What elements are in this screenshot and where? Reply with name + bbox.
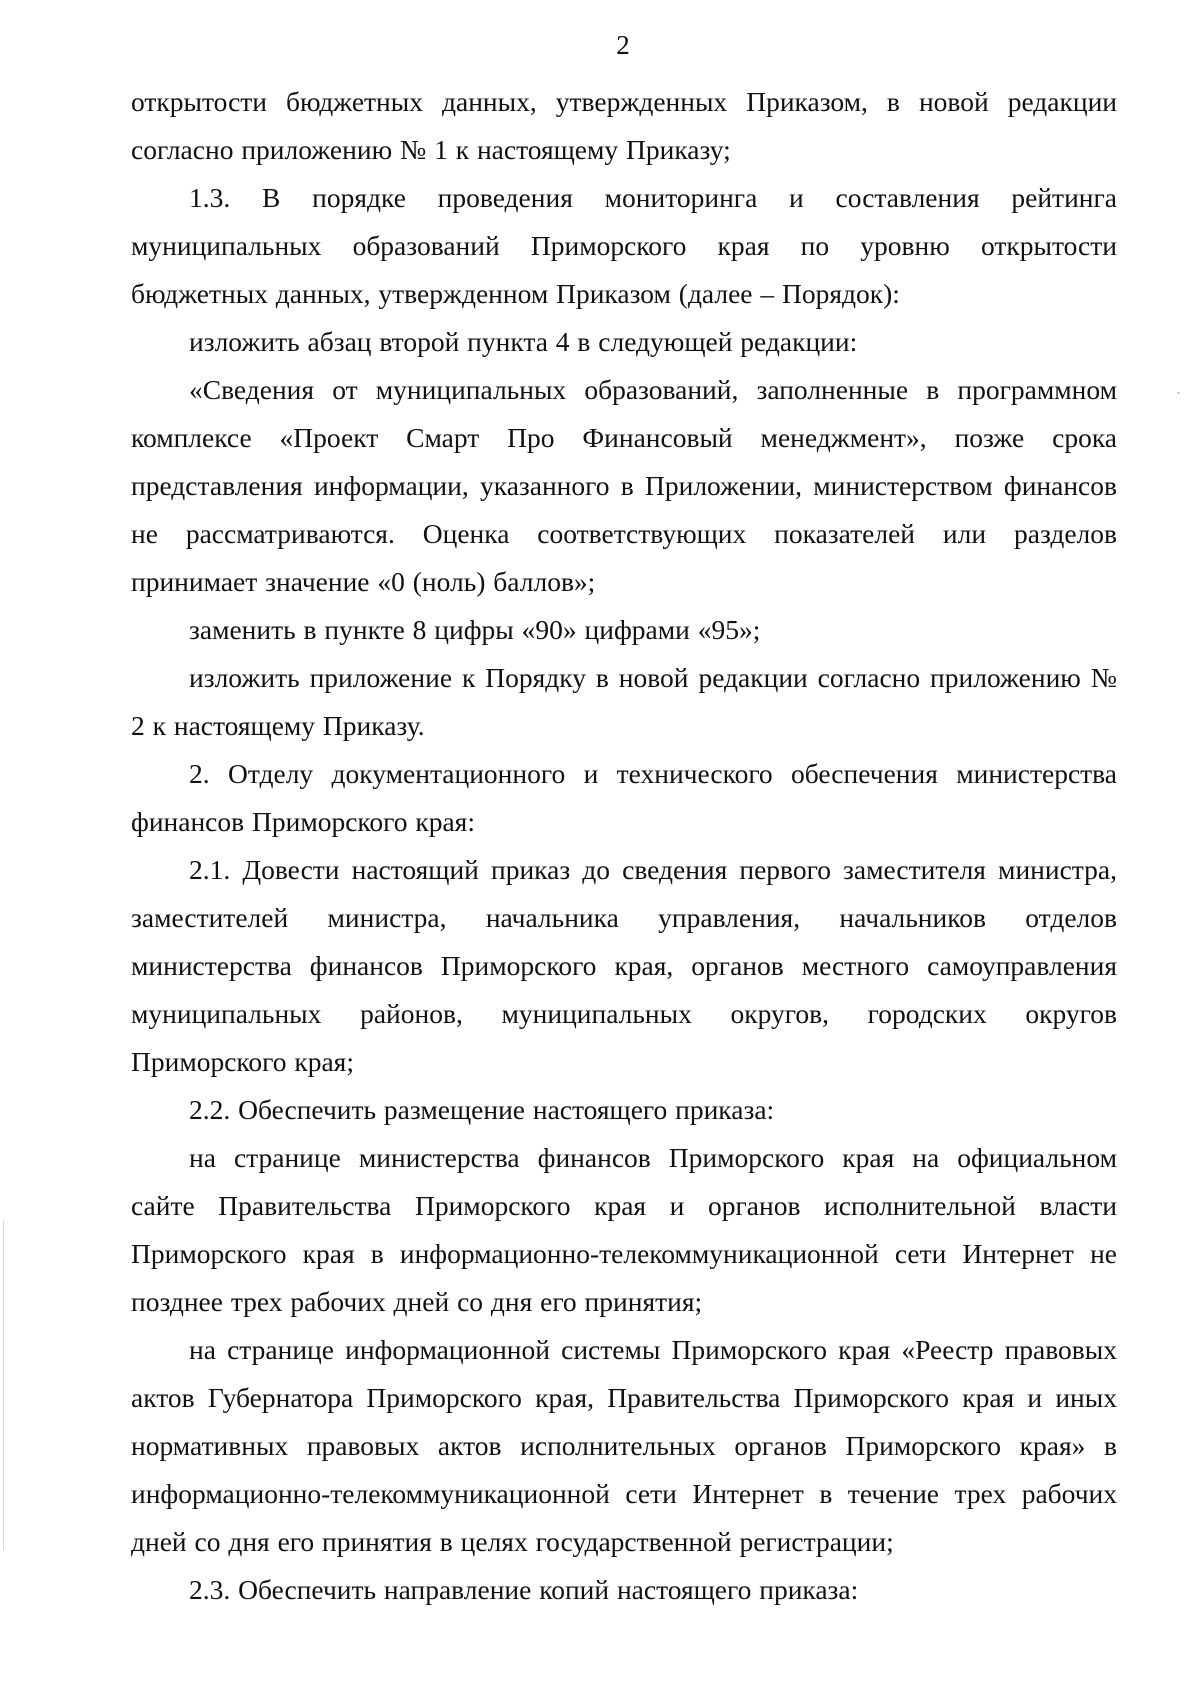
paragraph-clause-2: 2. Отделу документационного и технического обеспечения министерства финансов Приморского края: [131, 758, 1117, 837]
paragraph-publish-registry: на странице информационной системы Приморского края «Реестр правовых актов Губернатора Приморского края, Правительства Приморского края и иных нормативных правовых актов исполнительных органов Приморского края» в информационно-телекоммуникационной сети Интернет в течение трех рабочих дней со дня его принятия в целях государственной регистрации; [131, 1334, 1117, 1557]
paragraph-publish-official-site: на странице министерства финансов Приморского края на официальном сайте Правительства Приморского края и органов исполнительной власти Приморского края в информационно-телекоммуникационной сети Интернет не позднее трех рабочих дней со дня его принятия; [131, 1142, 1117, 1317]
scan-edge-mark [3, 1220, 4, 1550]
page-number: 2 [616, 30, 630, 60]
paragraph-clause-2-3: 2.3. Обеспечить направление копий настоящего приказа: [189, 1574, 859, 1605]
paragraph-clause-1-3: 1.3. В порядке проведения мониторинга и составления рейтинга муниципальных образований Приморского края по уровню открытости бюджетных данных, утвержденном Приказом (далее – Порядок): [131, 182, 1117, 309]
paragraph-clause-2-1: 2.1. Довести настоящий приказ до сведения первого заместителя министра, заместителей министра, начальника управления, начальников отделов министерства финансов Приморского края, органов местного самоуправления муниципальных районов, муниципальных округов, городских округов Приморского края; [131, 854, 1117, 1077]
paragraph-amend-point-8: заменить в пункте 8 цифры «90» цифрами «95»; [189, 614, 761, 645]
paragraph-quoted-text: «Сведения от муниципальных образований, заполненные в программном комплексе «Проект Смарт Про Финансовый менеджмент», позже срока представления информации, указанного в Приложении, министерством финансов не рассматриваются. Оценка соответствующих показателей или разделов принимает значение «0 (ноль) баллов»; [131, 374, 1117, 597]
paragraph-continuation: открытости бюджетных данных, утвержденных Приказом, в новой редакции согласно приложению № 1 к настоящему Приказу; [131, 86, 1117, 165]
scan-dust-mark [1177, 392, 1180, 394]
document-body [131, 78, 1117, 1614]
paragraph-clause-2-2: 2.2. Обеспечить размещение настоящего приказа: [189, 1094, 775, 1125]
paragraph-amend-appendix: изложить приложение к Порядку в новой редакции согласно приложению № 2 к настоящему Приказу. [131, 662, 1117, 741]
paragraph-amend-point-4: изложить абзац второй пункта 4 в следующей редакции: [189, 326, 858, 357]
